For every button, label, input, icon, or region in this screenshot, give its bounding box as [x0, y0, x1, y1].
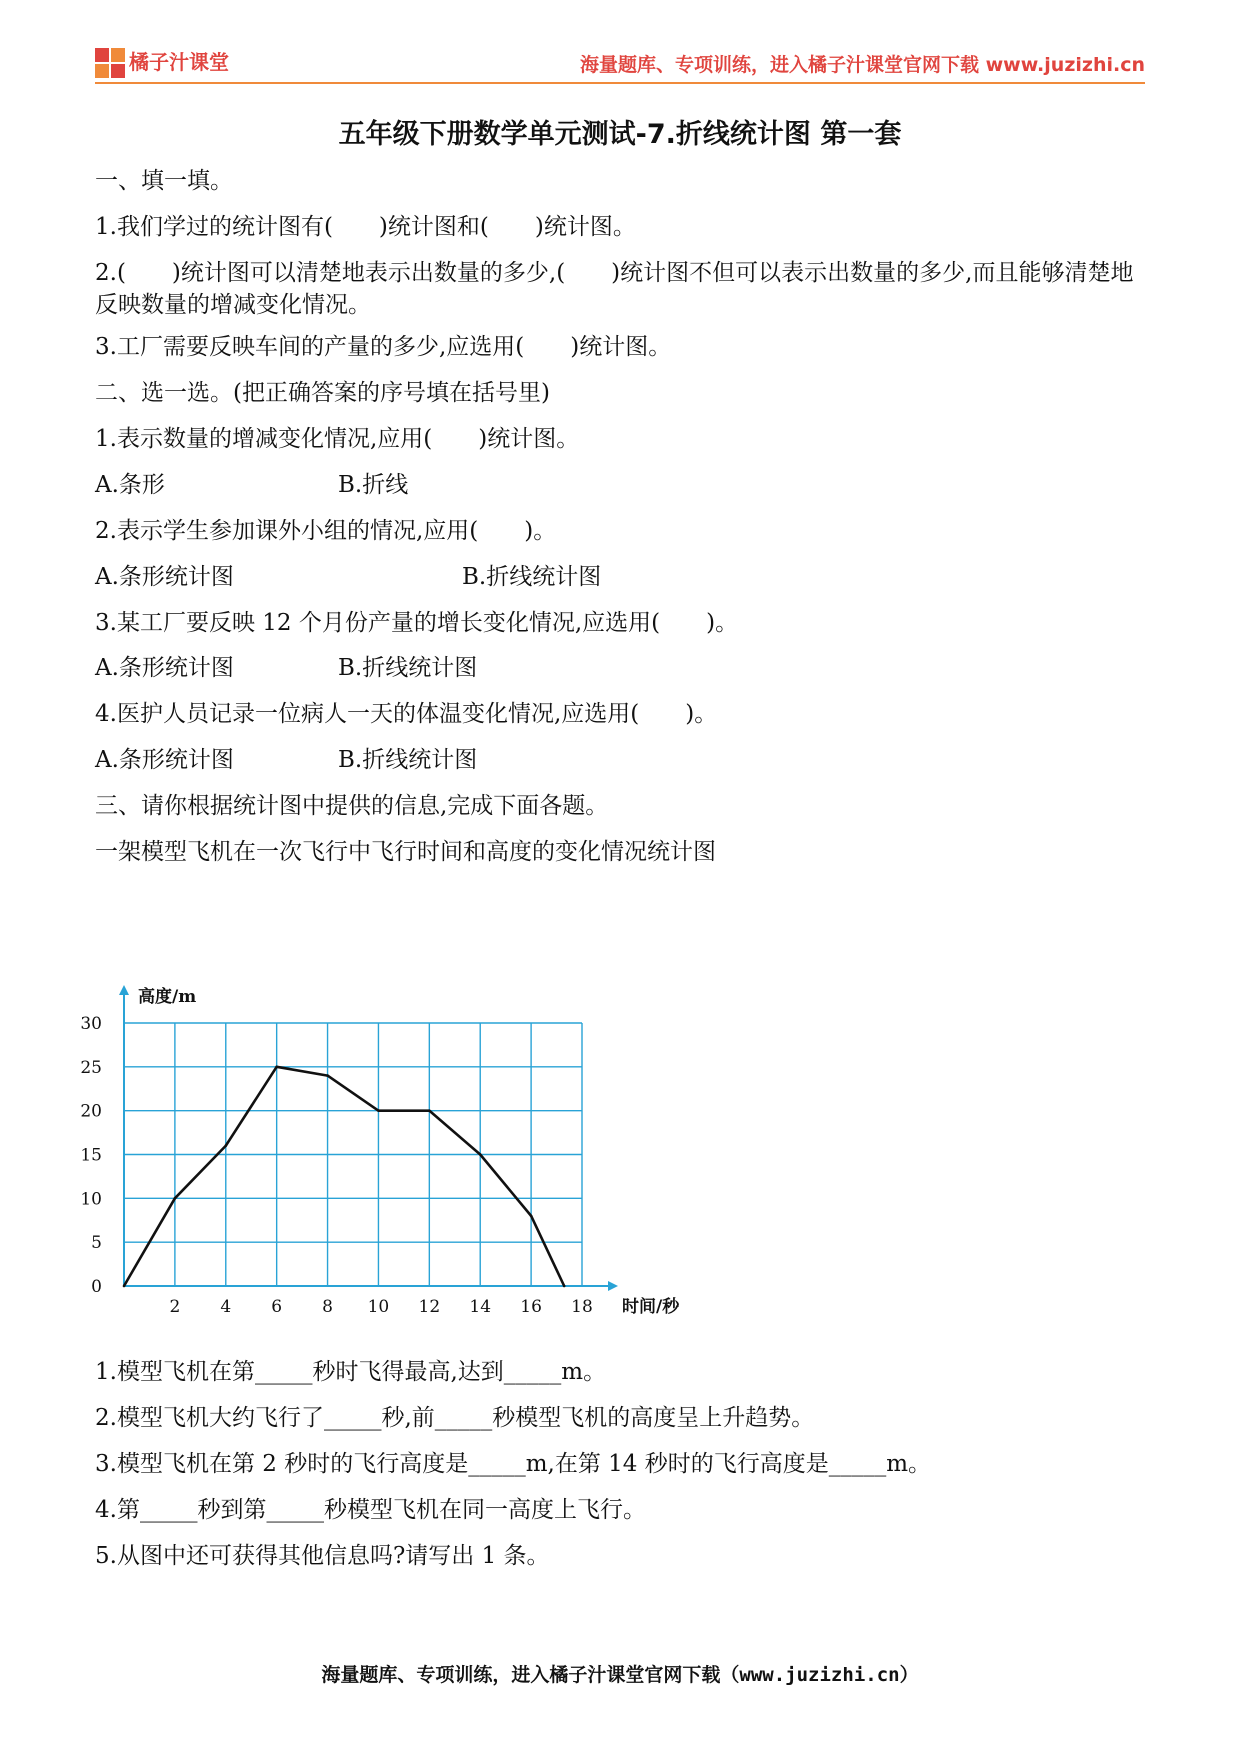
option-q1-b: B.折线 [338, 472, 409, 498]
chart-grid [124, 1023, 582, 1286]
data-point [479, 1153, 482, 1156]
y-tick-label: 5 [91, 1233, 102, 1254]
option-q4-b: B.折线统计图 [338, 747, 478, 773]
section3-heading: 三、请你根据统计图中提供的信息,完成下面各题。 [95, 793, 609, 819]
option-q4-a: A.条形统计图 [95, 747, 234, 773]
x-tick-label: 4 [220, 1297, 232, 1317]
series-line-altitude [124, 1067, 564, 1286]
page-title: 五年级下册数学单元测试-7.折线统计图 第一套 [338, 119, 902, 150]
data-point [428, 1109, 431, 1112]
logo-text: 橘子汁课堂 [129, 50, 229, 74]
data-point [530, 1215, 533, 1218]
section2-heading: 二、选一选。(把正确答案的序号填在括号里) [95, 380, 550, 406]
chart-tick-labels [80, 986, 680, 1317]
data-point [326, 1074, 329, 1077]
header-slogan[interactable]: 海量题库、专项训练，进入橘子汁课堂官网下载 www.juzizhi.cn [580, 54, 1145, 76]
y-tick-label: 25 [80, 1057, 102, 1078]
data-point [123, 1285, 126, 1288]
data-point [224, 1144, 227, 1147]
x-tick-label: 12 [418, 1297, 441, 1317]
x-tick-label: 18 [571, 1297, 593, 1317]
y-tick-label: 15 [80, 1145, 102, 1166]
y-tick-label: 10 [80, 1189, 102, 1210]
section3-question-4: 4.第_____秒到第_____秒模型飞机在同一高度上飞行。 [95, 1497, 646, 1523]
y-tick-label: 0 [91, 1277, 102, 1297]
section3-question-5: 5.从图中还可获得其他信息吗?请写出 1 条。 [95, 1543, 550, 1569]
section2-question-2: 2.表示学生参加课外小组的情况,应用( )。 [95, 518, 557, 544]
logo-icon [95, 48, 125, 78]
y-axis-label: 高度/m [138, 987, 197, 1007]
data-point [275, 1066, 278, 1069]
x-tick-label: 8 [322, 1297, 333, 1317]
section1-question-2: 2.( )统计图可以清楚地表示出数量的多少,( )统计图不但可以表示出数量的多少,而且能够清楚地反映数量的增减变化情况。 [95, 260, 1134, 318]
y-tick-label: 20 [80, 1101, 102, 1122]
option-q2-b: B.折线统计图 [462, 564, 602, 590]
option-q3-b: B.折线统计图 [338, 655, 478, 681]
page-footer: 海量题库、专项训练，进入橘子汁课堂官网下载（www.juzizhi.cn） [321, 1664, 919, 1686]
option-q2-a: A.条形统计图 [95, 564, 234, 590]
x-tick-label: 6 [271, 1297, 283, 1317]
section2-question-1: 1.表示数量的增减变化情况,应用( )统计图。 [95, 426, 580, 452]
x-tick-label: 14 [469, 1297, 492, 1317]
option-q1-a: A.条形 [95, 472, 165, 498]
option-q3-a: A.条形统计图 [95, 655, 234, 681]
y-axis-arrow-icon [119, 985, 129, 995]
x-axis-label: 时间/秒 [622, 1297, 680, 1317]
y-tick-label: 30 [80, 1014, 102, 1034]
x-tick-label: 10 [367, 1297, 390, 1317]
section2-question-3: 3.某工厂要反映 12 个月份产量的增长变化情况,应选用( )。 [95, 610, 739, 636]
section1-question-3: 3.工厂需要反映车间的产量的多少,应选用( )统计图。 [95, 334, 672, 360]
section3-question-1: 1.模型飞机在第_____秒时飞得最高,达到_____m。 [95, 1359, 607, 1385]
chart-axes [119, 985, 618, 1291]
data-point [174, 1197, 177, 1200]
data-point [377, 1109, 380, 1112]
section3-question-2: 2.模型飞机大约飞行了_____秒,前_____秒模型飞机的高度呈上升趋势。 [95, 1405, 815, 1431]
x-tick-label: 2 [169, 1297, 181, 1317]
page-header [95, 40, 1145, 84]
section3-question-3: 3.模型飞机在第 2 秒时的飞行高度是_____m,在第 14 秒时的飞行高度是_____m。 [95, 1451, 932, 1477]
altitude-line-chart [80, 980, 680, 1320]
chart-caption: 一架模型飞机在一次飞行中飞行时间和高度的变化情况统计图 [95, 839, 716, 865]
chart-series [123, 1066, 566, 1288]
section1-heading: 一、填一填。 [95, 168, 233, 194]
data-point [563, 1285, 566, 1288]
x-tick-label: 16 [520, 1297, 542, 1317]
section1-question-1: 1.我们学过的统计图有( )统计图和( )统计图。 [95, 214, 636, 240]
section2-question-4: 4.医护人员记录一位病人一天的体温变化情况,应选用( )。 [95, 701, 718, 727]
x-axis-arrow-icon [608, 1281, 618, 1291]
